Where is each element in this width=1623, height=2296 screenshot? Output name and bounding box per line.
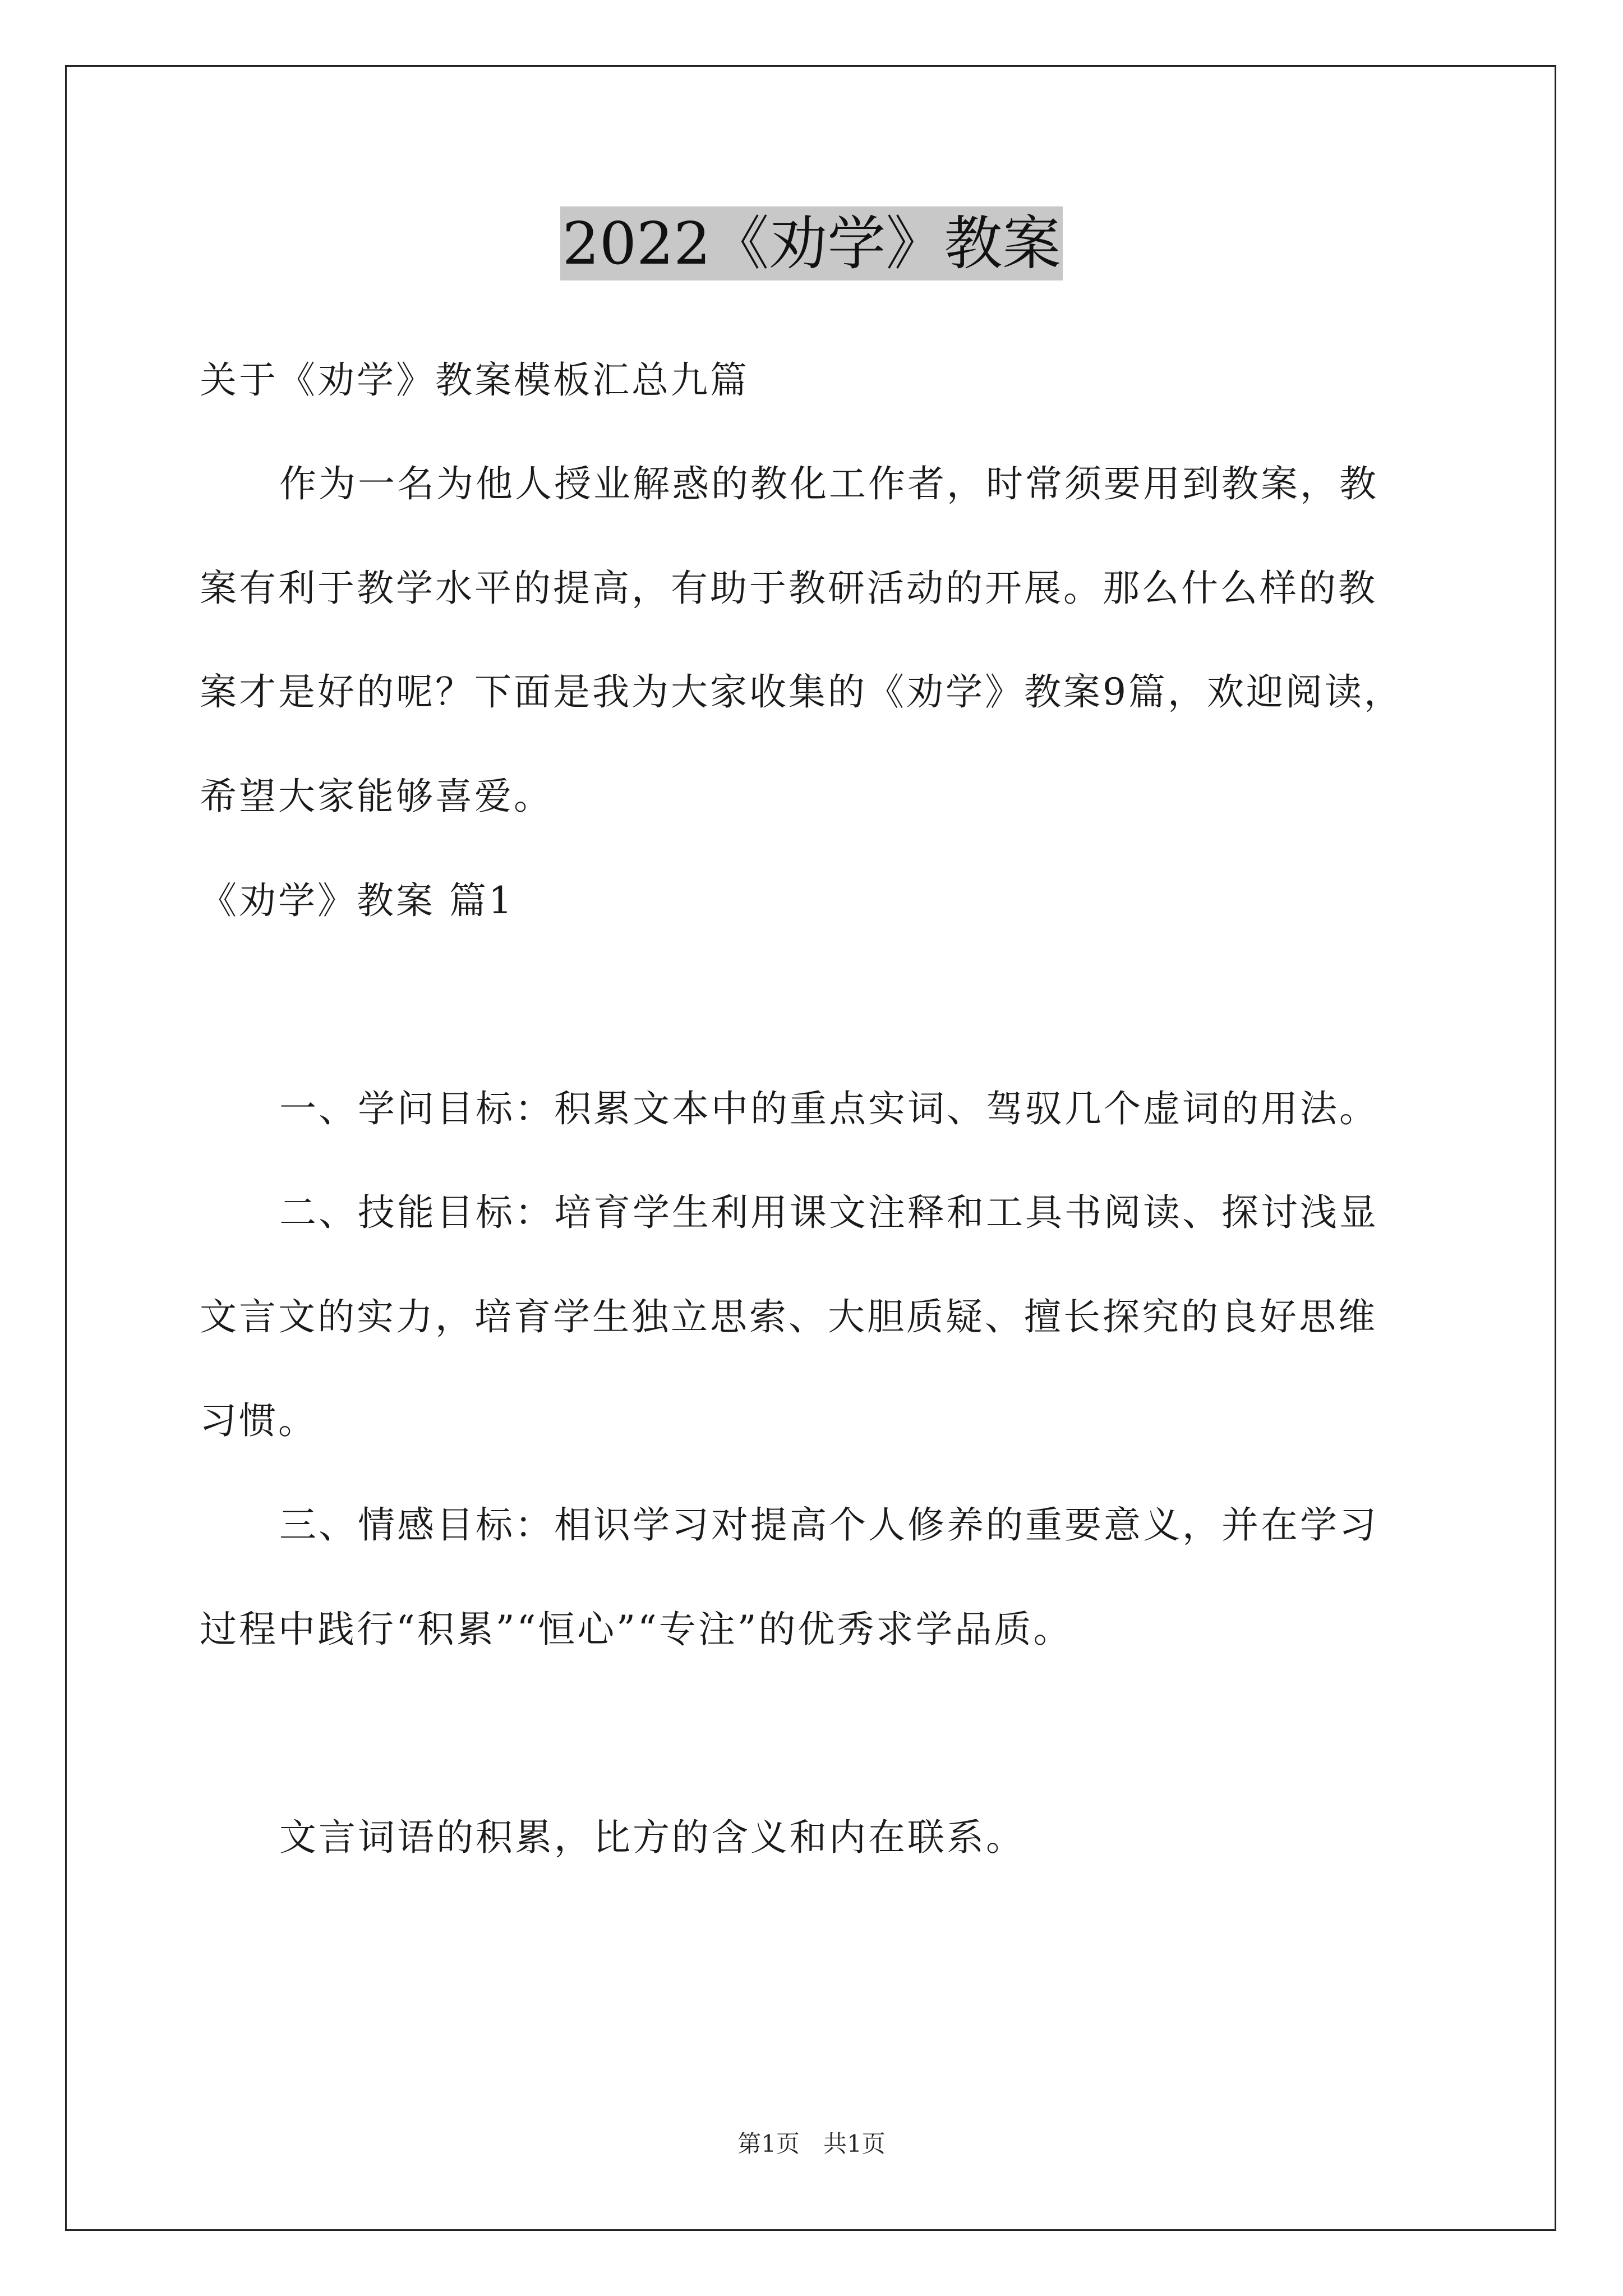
paragraph-line: 文言词语的积累，比方的含义和内在联系。 [279,1816,1025,1859]
paragraph-line: 二、技能目标：培育学生利用课文注释和工具书阅读、探讨浅显 [279,1191,1378,1234]
title-container [0,206,1623,280]
page-footer: 第1页 共1页 [737,2130,886,2157]
paragraph-line: 案才是好的呢？下面是我为大家收集的《劝学》教案9篇，欢迎阅读， [200,670,1403,714]
paragraph-line: 习惯。 [200,1399,317,1442]
paragraph-line: 作为一名为他人授业解惑的教化工作者，时常须要用到教案，教 [279,462,1378,505]
paragraph-line: 过程中践行“积累”“恒心”“专注”的优秀求学品质。 [200,1608,1073,1651]
paragraph-line: 一、学问目标：积累文本中的重点实词、驾驭几个虚词的用法。 [279,1087,1378,1130]
paragraph-line: 希望大家能够喜爱。 [200,775,553,818]
paragraph-line: 文言文的实力，培育学生独立思索、大胆质疑、擅长探究的良好思维 [200,1295,1377,1338]
document-title: 2022《劝学》教案 [560,206,1063,280]
intro-heading: 关于《劝学》教案模板汇总九篇 [200,358,749,402]
paragraph-line: 三、情感目标：相识学习对提高个人修养的重要意义，并在学习 [279,1503,1378,1547]
section-heading: 《劝学》教案 篇1 [200,879,514,922]
paragraph-line: 案有利于教学水平的提高，有助于教研活动的开展。那么什么样的教 [200,567,1377,610]
